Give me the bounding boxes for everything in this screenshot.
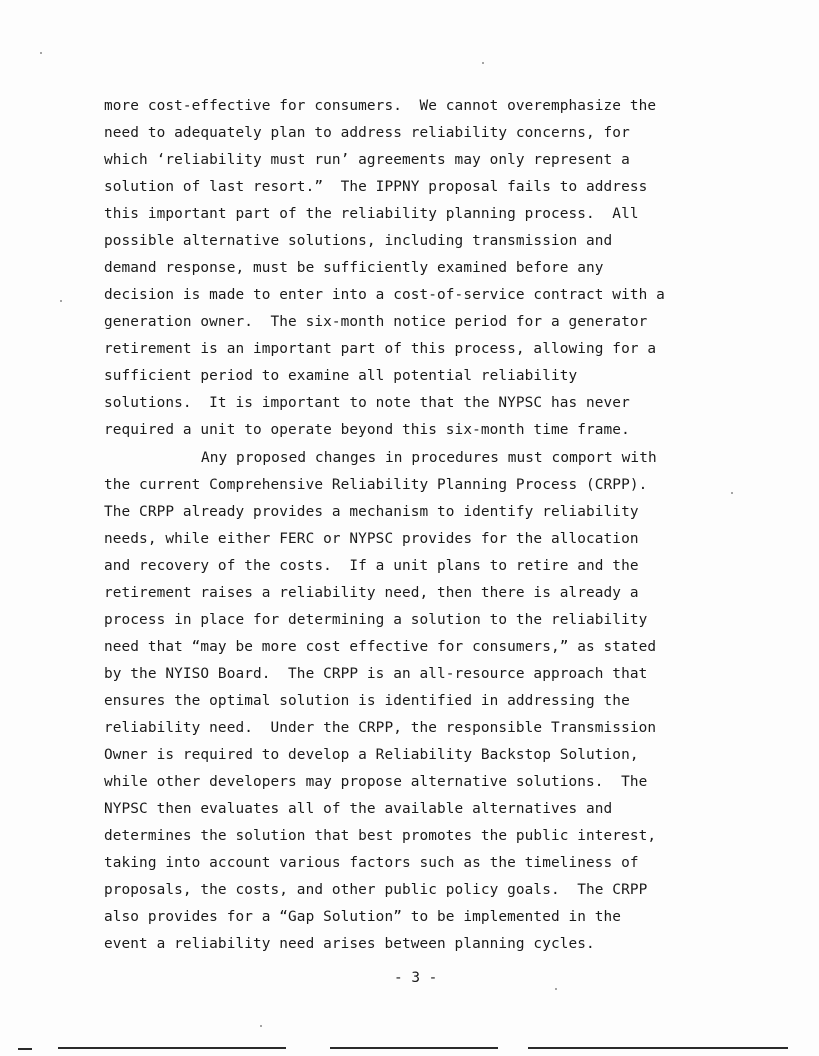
body-line: ensures the optimal solution is identified in addressing the [104,693,630,709]
body-line: need to adequately plan to address reliability concerns, for [104,125,630,141]
body-line: solutions. It is important to note that the NYPSC has never [104,395,630,411]
scan-speck [260,1025,262,1027]
scan-speck [60,300,62,302]
body-line: required a unit to operate beyond this six-month time frame. [104,422,630,438]
body-line: determines the solution that best promotes the public interest, [104,828,657,844]
body-line: reliability need. Under the CRPP, the responsible Transmission [104,720,657,736]
scan-speck [40,52,42,54]
scan-edge-line [18,1048,32,1050]
scan-edge-line [528,1047,788,1049]
body-line: NYPSC then evaluates all of the available alternatives and [104,801,613,817]
body-line: which ‘reliability must run’ agreements may only represent a [104,152,630,168]
body-line: and recovery of the costs. If a unit plans to retire and the [104,558,639,574]
body-line: proposals, the costs, and other public policy goals. The CRPP [104,882,648,898]
body-line: retirement raises a reliability need, then there is already a [104,585,639,601]
scan-edge-line [330,1047,498,1049]
paragraph-first-line: Any proposed changes in procedures must comport with [201,450,657,466]
body-line: solution of last resort.” The IPPNY proposal fails to address [104,179,648,195]
scan-speck [482,62,484,64]
body-line: the current Comprehensive Reliability Planning Process (CRPP). [104,477,648,493]
body-line: taking into account various factors such as the timeliness of [104,855,639,871]
scan-speck [555,988,557,990]
body-line: retirement is an important part of this process, allowing for a [104,341,657,357]
body-line: process in place for determining a solution to the reliability [104,612,648,628]
body-line: needs, while either FERC or NYPSC provides for the allocation [104,531,639,547]
body-line: while other developers may propose alternative solutions. The [104,774,648,790]
body-line: need that “may be more cost effective for consumers,” as stated [104,639,657,655]
body-line: The CRPP already provides a mechanism to identify reliability [104,504,639,520]
body-line: also provides for a “Gap Solution” to be implemented in the [104,909,622,925]
scan-speck [731,492,733,494]
scan-edge-line [58,1047,286,1049]
body-line: event a reliability need arises between planning cycles. [104,936,595,952]
page-number: - 3 - [394,970,438,986]
body-line: more cost-effective for consumers. We cannot overemphasize the [104,98,657,114]
body-line: demand response, must be sufficiently examined before any [104,260,604,276]
body-line: decision is made to enter into a cost-of-service contract with a [104,287,665,303]
body-line: by the NYISO Board. The CRPP is an all-resource approach that [104,666,648,682]
body-line: this important part of the reliability planning process. All [104,206,639,222]
body-line: generation owner. The six-month notice period for a generator [104,314,648,330]
body-line: Owner is required to develop a Reliability Backstop Solution, [104,747,639,763]
body-line: sufficient period to examine all potential reliability [104,368,578,384]
body-line: possible alternative solutions, including transmission and [104,233,613,249]
